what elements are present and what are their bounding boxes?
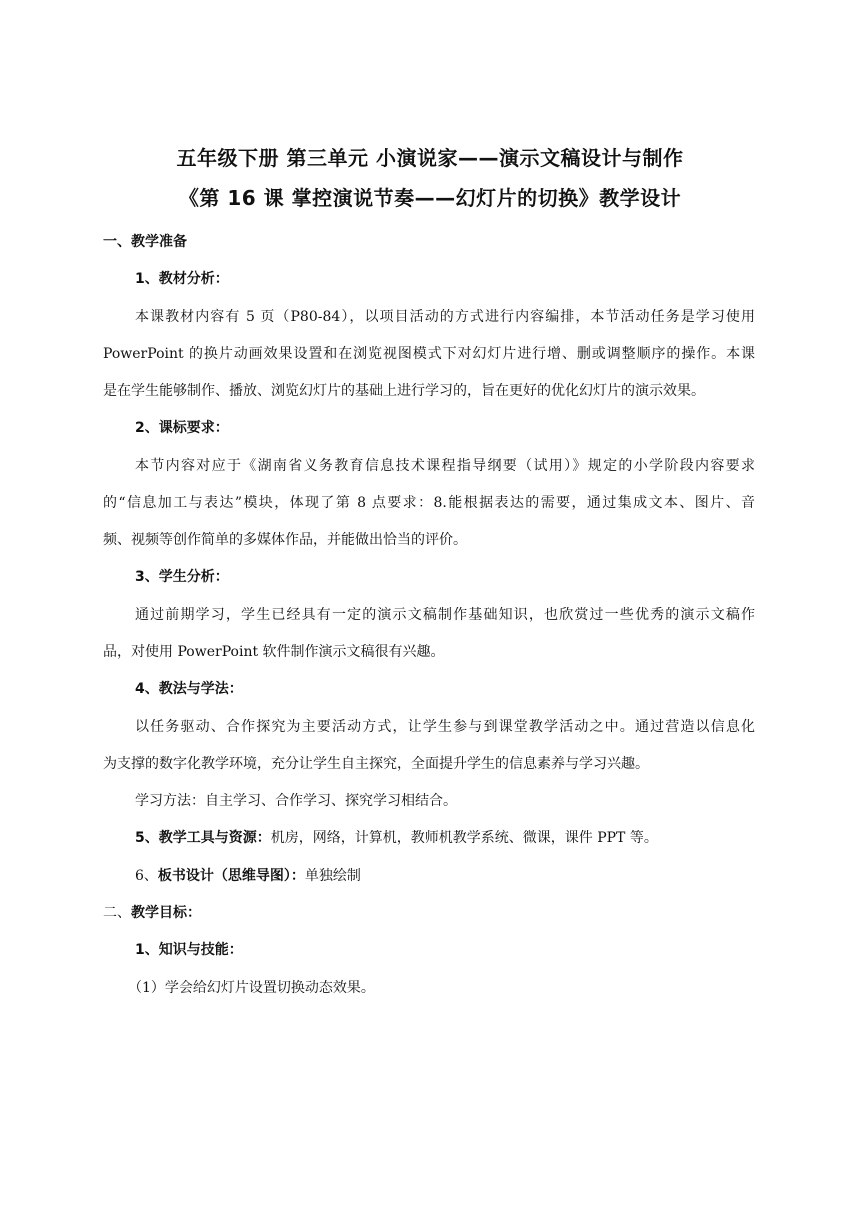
document-title-line-1: 五年级下册 第三单元 小演说家——演示文稿设计与制作 bbox=[176, 146, 684, 170]
paragraph-line: 本课教材内容有 5 页（P80-84），以项目活动的方式进行内容编排，本节活动任务是学习使用 bbox=[135, 309, 755, 325]
subsection-4-heading: 4、教法与学法： bbox=[135, 681, 243, 697]
subsection-6-prefix: 6、 bbox=[135, 868, 158, 884]
section-2-prefix: 二、 bbox=[103, 905, 131, 921]
document-title-line-2: 《第 16 课 掌控演说节奏——幻灯片的切换》教学设计 bbox=[178, 186, 682, 210]
section-2-heading: 教学目标： bbox=[131, 905, 201, 921]
paragraph-line: 品，对使用 PowerPoint 软件制作演示文稿很有兴趣。 bbox=[103, 644, 445, 660]
objective-item-1: （1）学会给幻灯片设置切换动态效果。 bbox=[128, 980, 375, 996]
subsection-5-line bbox=[135, 828, 658, 848]
section-1-heading: 一、教学准备 bbox=[103, 234, 187, 250]
paragraph-line: 是在学生能够制作、播放、浏览幻灯片的基础上进行学习的，旨在更好的优化幻灯片的演示效果。 bbox=[103, 383, 705, 399]
subsection-3-heading: 3、学生分析： bbox=[135, 569, 229, 585]
paragraph-line: PowerPoint 的换片动画效果设置和在浏览视图模式下对幻灯片进行增、删或调整顺序的操作。本课 bbox=[103, 346, 755, 362]
paragraph-line: 通过前期学习，学生已经具有一定的演示文稿制作基础知识，也欣赏过一些优秀的演示文稿作 bbox=[135, 607, 755, 623]
paragraph-line: 学习方法：自主学习、合作学习、探究学习相结合。 bbox=[135, 793, 457, 809]
paragraph-line: 频、视频等创作简单的多媒体作品，并能做出恰当的评价。 bbox=[103, 532, 467, 548]
subsection-6-text: 单独绘制 bbox=[304, 868, 361, 884]
subsection-5-heading: 5、教学工具与资源： bbox=[135, 830, 271, 846]
paragraph-line: 的“信息加工与表达”模块，体现了第 8 点要求：8.能根据表达的需要，通过集成文本、图片、音 bbox=[103, 495, 755, 511]
paragraph-line: 为支撑的数字化教学环境，充分让学生自主探究，全面提升学生的信息素养与学习兴趣。 bbox=[103, 756, 649, 772]
paragraph-line: 本节内容对应于《湖南省义务教育信息技术课程指导纲要（试用）》规定的小学阶段内容要求 bbox=[135, 458, 755, 474]
section-2-heading-line bbox=[103, 903, 201, 923]
subsection-1-heading: 1、教材分析： bbox=[135, 271, 229, 287]
paragraph-line: 以任务驱动、合作探究为主要活动方式，让学生参与到课堂教学活动之中。通过营造以信息化 bbox=[135, 719, 755, 735]
subsection-6-heading: 板书设计（思维导图）： bbox=[157, 868, 305, 884]
subsection-6-line bbox=[135, 866, 361, 886]
subsection-5-text: 机房，网络，计算机，教师机教学系统、微课，课件 PPT 等。 bbox=[270, 830, 658, 846]
section-2-subsection-1-heading: 1、知识与技能： bbox=[135, 942, 243, 958]
subsection-2-heading: 2、课标要求： bbox=[135, 420, 229, 436]
